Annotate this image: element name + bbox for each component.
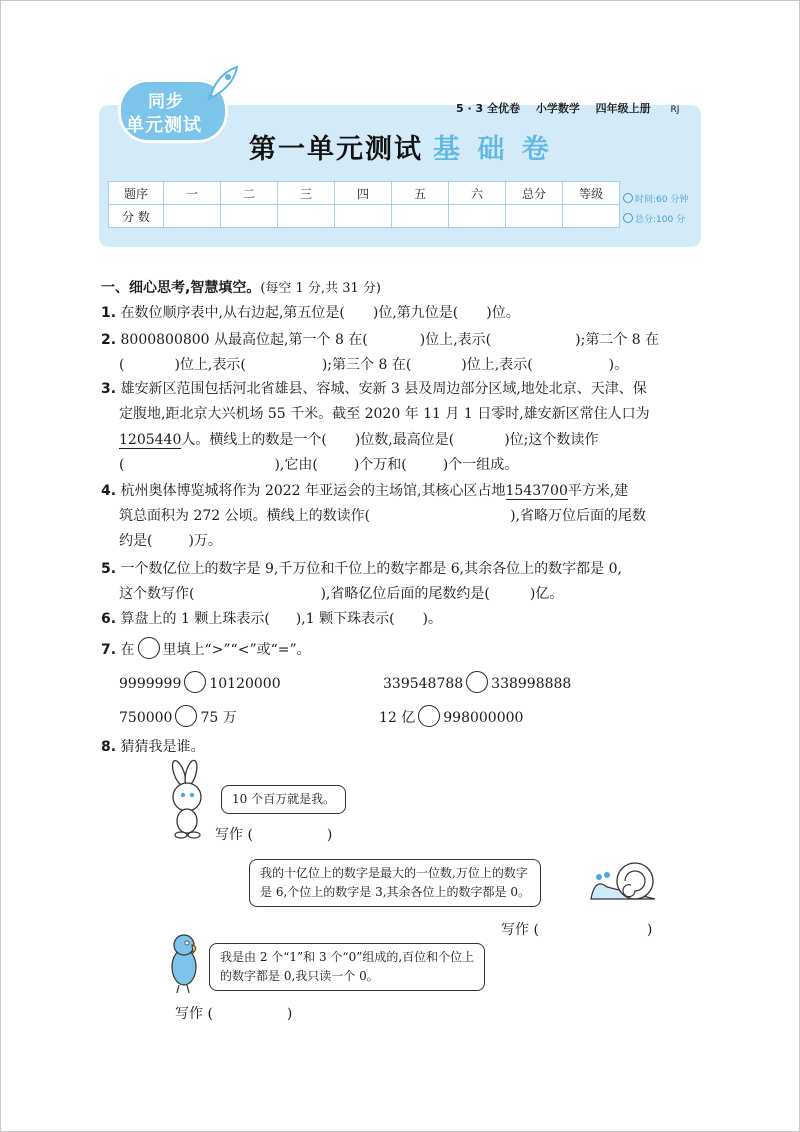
score-cell: 一: [164, 182, 221, 205]
score-input[interactable]: [278, 205, 335, 228]
underlined-number: 1205440: [119, 432, 182, 448]
underlined-number: 1543700: [505, 483, 568, 499]
write-answer-3: 写作 ( ): [175, 1006, 293, 1022]
question-3: 3. 雄安新区范围包括河北省雄县、容城、安新 3 县及周边部分区域,地处北京、天津、保: [101, 381, 647, 397]
compare-circle-example: [138, 637, 160, 659]
question-3-line3: 1205440人。横线上的数是一个( )位数,最高位是( )位;这个数读作: [119, 432, 599, 448]
score-input[interactable]: [563, 205, 620, 228]
score-input[interactable]: [164, 205, 221, 228]
score-label: 分 数: [109, 205, 164, 228]
title-main: 第一单元测试: [249, 134, 423, 165]
rabbit-icon: [157, 759, 219, 839]
title-sub: 基 础 卷: [433, 134, 553, 165]
score-cell: 等级: [563, 182, 620, 205]
rocket-icon: [201, 61, 245, 105]
speech-bubble-1: 10 个百万就是我。: [221, 785, 346, 814]
question-8: 8. 猜猜我是谁。: [101, 739, 205, 755]
score-input[interactable]: [449, 205, 506, 228]
question-5: 5. 一个数亿位上的数字是 9,千万位和千位上的数字都是 6,其余各位上的数字都是 0,: [101, 561, 622, 577]
question-1: 1. 在数位顺序表中,从右边起,第五位是( )位,第九位是( )位。: [101, 305, 520, 321]
question-4: 4. 杭州奥体博览城将作为 2022 年亚运会的主场馆,其核心区占地1543700平方米,建: [101, 483, 629, 499]
series-subject: 小学数学: [535, 102, 580, 115]
question-2-line2: ( )位上,表示( );第三个 8 在( )位上,表示( )。: [119, 357, 629, 373]
speech-bubble-2: 我的十亿位上的数字是最大的一位数,万位上的数字 是 6,个位上的数字是 3,其余各位上的数字都是 0。: [249, 859, 541, 907]
score-header-row: [109, 182, 620, 205]
score-cell: 四: [335, 182, 392, 205]
question-7: 7. 在 里填上“>”“<”或“=”。: [101, 637, 311, 663]
score-cell: 题序: [109, 182, 164, 205]
question-4-line2: 筑总面积为 272 公顷。横线上的数读作( ),省略万位后面的尾数: [119, 508, 647, 524]
question-6: 6. 算盘上的 1 颗上珠表示( ),1 颗下珠表示( )。: [101, 611, 442, 627]
compare-item-3: 750000 75 万: [119, 705, 237, 727]
score-cell: 六: [449, 182, 506, 205]
question-4-line3: 约是( )万。: [119, 533, 222, 549]
compare-circle[interactable]: [184, 671, 206, 693]
question-2: 2. 8000800800 从最高位起,第一个 8 在( )位上,表示( );第二个 8 在: [101, 332, 660, 348]
compare-item-1: 9999999 10120000: [119, 671, 281, 693]
score-input[interactable]: [335, 205, 392, 228]
speech-bubble-3: 我是由 2 个“1”和 3 个“0”组成的,百位和个位上 的数字都是 0,我只读一个 0。: [209, 943, 485, 991]
score-input[interactable]: [392, 205, 449, 228]
compare-circle[interactable]: [418, 705, 440, 727]
score-input[interactable]: [221, 205, 278, 228]
write-answer-2: 写作 ( ): [501, 922, 653, 938]
badge-line1: 同步: [148, 92, 184, 112]
compare-circle[interactable]: [175, 705, 197, 727]
time-limit: 时间:60 分钟: [623, 190, 688, 210]
score-cell: 三: [278, 182, 335, 205]
score-table: [108, 181, 620, 228]
parrot-icon: [159, 931, 209, 993]
compare-item-2: 339548788 338998888: [383, 671, 571, 693]
series-info: [456, 100, 691, 116]
compare-item-4: 12 亿 998000000: [379, 705, 523, 727]
question-3-line2: 定腹地,距北京大兴机场 55 千米。截至 2020 年 11 月 1 日零时,雄安新区常住人口为: [119, 406, 650, 422]
total-score: 总分:100 分: [623, 210, 688, 230]
series-grade: 四年级上册: [595, 102, 651, 115]
score-value-row: [109, 205, 620, 228]
snail-icon: [585, 857, 665, 905]
section-heading: 一、细心思考,智慧填空。(每空 1 分,共 31 分): [101, 280, 381, 296]
score-cell: 五: [392, 182, 449, 205]
page-title: [249, 127, 553, 166]
time-info: [623, 190, 688, 230]
question-5-line2: 这个数写作( ),省略亿位后面的尾数约是( )亿。: [119, 586, 564, 602]
score-cell: 二: [221, 182, 278, 205]
compare-circle[interactable]: [466, 671, 488, 693]
series-edition: RJ: [670, 105, 680, 115]
clock-icon: [623, 193, 633, 203]
check-icon: [623, 213, 633, 223]
series-name: 5 · 3 全优卷: [456, 102, 520, 115]
section-points: (每空 1 分,共 31 分): [260, 281, 381, 296]
badge-line2: 单元测试: [126, 115, 202, 136]
score-input[interactable]: [506, 205, 563, 228]
question-3-line4: ( ),它由( )个万和( )个一组成。: [119, 457, 519, 473]
score-cell: 总分: [506, 182, 563, 205]
write-answer-1: 写作 ( ): [215, 827, 333, 843]
